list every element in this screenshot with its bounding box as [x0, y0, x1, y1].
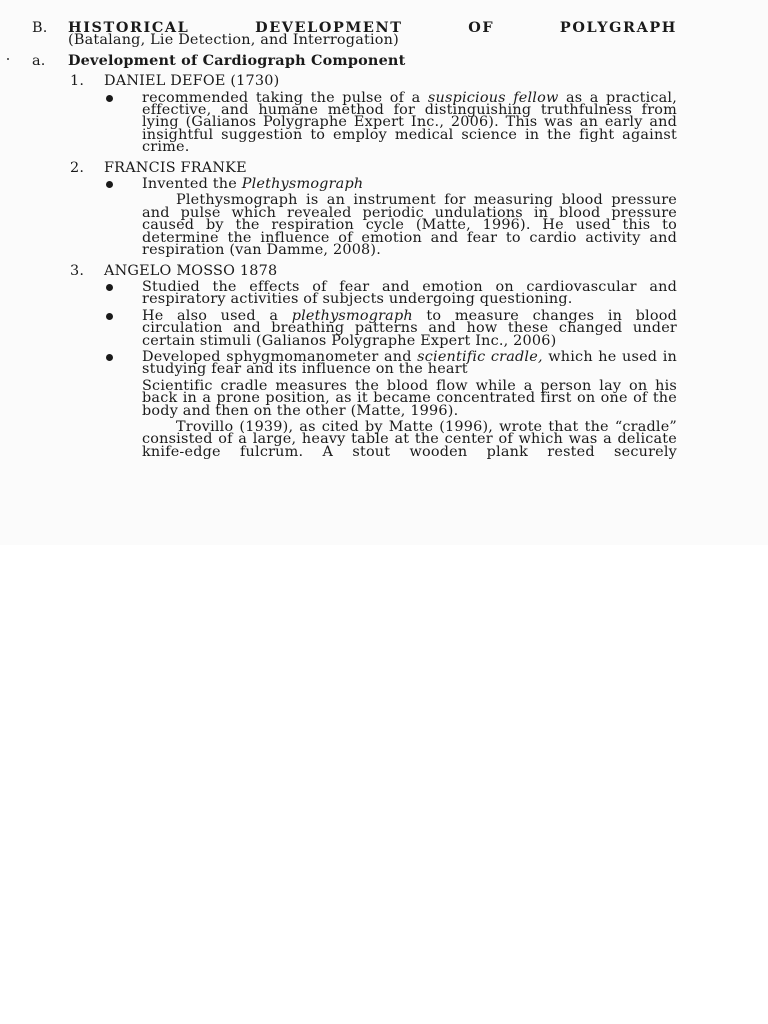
bullet-text: Studied the effects of fear and emotion on cardiovascular and respiratory activities of subjects undergoing questioning. [142, 278, 677, 308]
bullet-text: which he used in studying fear and its influence on the heart [142, 348, 677, 378]
list-item-daniel-defoe [32, 73, 677, 90]
bullet-dot-icon [106, 284, 113, 291]
item-heading: DANIEL DEFOE (1730) [104, 73, 280, 90]
section-b-subtitle: (Batalang, Lie Detection, and Interrogation) [68, 32, 399, 49]
subsection-a-title: Development of Cardiograph Component [68, 51, 406, 69]
bullet-emphasis: Plethysmograph [241, 176, 364, 193]
list-item-francis-franke [32, 159, 677, 176]
item-number: 2. [70, 159, 85, 176]
subsection-a-header [32, 51, 677, 69]
section-b-marker: B. [32, 20, 48, 36]
list-item-angelo-mosso [32, 262, 677, 279]
bullet-text: recommended taking the pulse of a [142, 89, 421, 106]
bullet-point [142, 176, 677, 193]
bullet-emphasis: plethysmograph [291, 307, 413, 324]
bullet-point [142, 348, 677, 378]
section-b-title: HISTORICAL DEVELOPMENT OF POLYGRAPH [68, 19, 677, 36]
scan-speck [7, 58, 9, 60]
bullet-dot-icon [106, 181, 113, 188]
item-number: 1. [70, 73, 85, 90]
bullet-text: Developed sphygmomanometer and [142, 348, 412, 365]
paragraph-scientific-cradle: Scientific cradle measures the blood flow while a person lay on his back in a prone position, as it became concentrated first on one of the body and then on the other (Matte, 1996). [142, 377, 677, 419]
bullet-emphasis: suspicious fellow [427, 89, 559, 106]
bullet-point [142, 307, 677, 349]
item-heading: FRANCIS FRANKE [104, 159, 247, 176]
bullet-text: as a practical, effective, and humane method for distinguishing truthfulness from lying (Galianos Polygraphe Expert Inc., 2006). This was an early and insightful suggestion to employ medical science in the fight against crime. [142, 89, 677, 156]
section-b-header [32, 19, 677, 49]
bullet-text: He also used a [142, 307, 279, 324]
bullet-dot-icon [106, 354, 113, 361]
bullet-dot-icon [106, 95, 113, 102]
subsection-a-marker: a. [32, 52, 46, 69]
bullet-text: to measure changes in blood circulation and breathing patterns and how these changed under certain stimuli (Galianos Polygraphe Expert Inc., 2006) [142, 307, 677, 349]
bullet-point [142, 278, 677, 308]
paragraph-trovillo: Trovillo (1939), as cited by Matte (1996), wrote that the “cradle” consisted of a large, heavy table at the center of which was a delicate knife-edge fulcrum. A stout wooden plank rested securely [142, 418, 677, 460]
bullet-point [142, 89, 677, 156]
item-number: 3. [70, 262, 85, 279]
document-body [32, 19, 677, 460]
bullet-dot-icon [106, 313, 113, 320]
bullet-emphasis: scientific cradle, [417, 348, 543, 365]
bullet-text: Invented the [142, 176, 237, 193]
paragraph-plethysmograph: Plethysmograph is an instrument for measuring blood pressure and pulse which revealed periodic undulations in blood pressure caused by the respiration cycle (Matte, 1996). He used this to determine the influence of emotion and fear to cardio activity and respiration (van Damme, 2008). [142, 192, 677, 259]
item-heading: ANGELO MOSSO 1878 [104, 262, 278, 279]
